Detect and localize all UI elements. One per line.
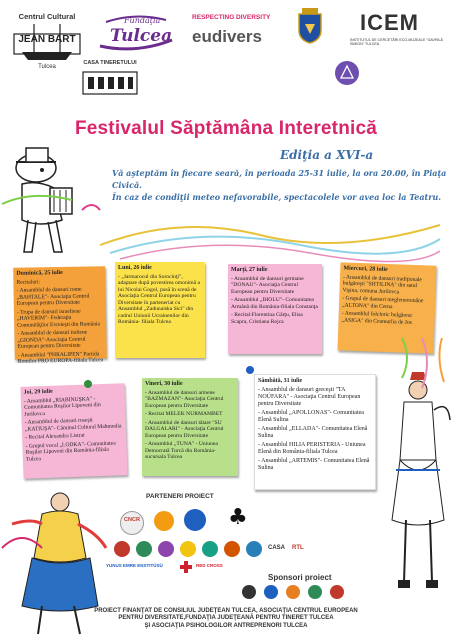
partner-logos bbox=[106, 505, 336, 575]
sponsor-logo-3 bbox=[286, 585, 300, 599]
logo-icem-main: ICEM bbox=[360, 10, 419, 35]
partner-logo-round-6 bbox=[180, 541, 196, 557]
sponsor-logo-2 bbox=[264, 585, 278, 599]
logo-jean-bart-top: Centrul Cultural bbox=[18, 12, 76, 21]
sponsor-logos bbox=[240, 583, 380, 601]
note-day-title: Luni, 26 iulie bbox=[118, 265, 152, 271]
notice-line-2: În caz de condiţii meteo nefavorabile, spectacolele vor avea loc la Teatru. bbox=[112, 192, 442, 202]
logo-fundatia-tulcea bbox=[96, 10, 174, 54]
note-item: - Ansamblul de dansuri ruseşti „KATIUŞA"- Căminul Cultural Mahmudia bbox=[24, 417, 122, 433]
logo-eudivers bbox=[192, 14, 282, 54]
note-day-title: Marţi, 27 iulie bbox=[231, 267, 268, 273]
note-item: - Ansamblul „IHOLU"- Comunitatea Armână din România-filiala Constanţa bbox=[231, 297, 318, 310]
logo-icem-sub: INSTITUTUL DE CERCETĂRI ECO-MUZEALE "GAVRILĂ SIMION" TULCEA bbox=[350, 38, 443, 47]
note-item: - Ansamblul „TUNA" - Uniunea Democrată Turcă din România-sucursala Tulcea bbox=[145, 441, 218, 460]
note-item: - Recital MELEK NURMAMBET bbox=[145, 411, 223, 417]
partner-logo-round-9 bbox=[246, 541, 262, 557]
partner-logo-round-7 bbox=[202, 541, 218, 557]
club-suit-icon: ♣ bbox=[228, 505, 248, 530]
logo-jean-bart-main: JEAN BART bbox=[18, 34, 76, 45]
decorative-swirls bbox=[0, 205, 452, 265]
note-item: - „Jarmarocul din Sorocinţi", adaptare după povestirea omonimă a lui Nicolai Gogol, pusă în scenă de Asociaţia Centrul European pentru Diversitate în parteneriat cu Ansamblul „Zadunaiska Sici" din cadrul Uniunii Ucrainenilor din România- filiala Tulcea bbox=[118, 273, 201, 325]
note-item: - Ansamblul folcloric bulgăresc „ASIGA" din Ceamurlia de Jos bbox=[341, 310, 413, 326]
sponsor-logo-5 bbox=[330, 585, 344, 599]
logo-icem bbox=[350, 10, 446, 58]
note-item: - Ansamblul HILIA PERISTERIA - Uniunea Elenă din România-filiala Tulcea bbox=[258, 442, 366, 455]
partner-logo-redcross-label: RED CROSS bbox=[196, 563, 223, 568]
tulcea-coat-of-arms-icon bbox=[296, 8, 324, 44]
sponsor-logo-4 bbox=[308, 585, 322, 599]
note-item: - Ansamblul de dansuri rome „BAHTALE"- Asociaţia Centrul European pentru Diversitate bbox=[16, 286, 90, 307]
partner-logo-round-2 bbox=[184, 509, 206, 531]
footer-line-3: ŞI ASOCIAŢIA PSIHOLOGILOR ANTREPRENORI TULCEA bbox=[144, 622, 308, 629]
note-item: - Ansamblul de dansuri italiene „GIONDA"-Asociaţia Centrul European pentru Diversitate bbox=[17, 329, 88, 350]
partner-logo-round-4 bbox=[136, 541, 152, 557]
schedule-note-day-2 bbox=[115, 262, 205, 358]
schedule-note-day-7 bbox=[254, 374, 376, 490]
note-item: - Recital Alexandra Listrat bbox=[25, 432, 85, 441]
note-day-title: Vineri, 30 iulie bbox=[145, 381, 183, 387]
logo-eudivers-main: eudivers bbox=[192, 27, 262, 46]
schedule-note-day-1 bbox=[13, 266, 107, 365]
note-item: - Ansamblul de dansuri tradiţionale bulgăreşti "SHTILINA" din satul Vişina, comuna Jurilovca bbox=[342, 273, 423, 295]
partner-logo-casa: CASA bbox=[268, 545, 286, 551]
logo-casa-tineretului bbox=[80, 60, 140, 102]
note-item: - Ansamblul "PHRALIPEN" Partida Romilor PRO EUROPA-filiala Tulcea bbox=[17, 350, 104, 365]
note-item: - Trupa de dansuri israeliene „HAVERIM"- Federaţia Comunităţilor Evreieşti din România bbox=[16, 308, 101, 329]
notice-line-1: Vă aşteptăm în fiecare seară, în perioada 25-31 iulie, la ora 20.00, în Piaţa Civică. bbox=[112, 168, 447, 190]
partner-logo-cncr bbox=[120, 511, 144, 535]
note-item: - Ansamblul „RIABINUŞKA" - Comunitatea Ruşilor Lipoveni din Jurilovca bbox=[23, 395, 101, 418]
note-item: Recitaluri: bbox=[16, 278, 41, 286]
sponsors-label: Sponsori proiect bbox=[268, 573, 332, 582]
partners-label: PARTENERI PROIECT bbox=[146, 493, 214, 500]
note-item: - Ansamblul de dansuri greceşti "TA NOÚFARA" - Asociaţia Centrul European pentru Diversitate bbox=[258, 387, 361, 407]
logo-jean-bart-sub: Tulcea bbox=[38, 64, 56, 70]
schedule-note-day-3 bbox=[228, 264, 322, 354]
logo-fundatia-main: Tulcea bbox=[110, 26, 173, 46]
logo-casa-top: CASA TINERETULUI bbox=[83, 60, 137, 66]
footer-line-1: PROIECT FINANŢAT DE CONSILIUL JUDEŢEAN TULCEA, ASOCIAŢIA CENTRUL EUROPEAN bbox=[94, 608, 358, 614]
schedule-note-day-6 bbox=[142, 378, 238, 476]
partner-logo-round-5 bbox=[158, 541, 174, 557]
note-day-title: Duminică, 25 iulie bbox=[16, 269, 63, 277]
logo-psychologists bbox=[334, 60, 360, 86]
folk-dancer-right-illustration bbox=[382, 370, 452, 606]
sponsor-logo-1 bbox=[242, 585, 256, 599]
note-item: - Ansamblul „APOLLONAS"- Comunitatea Elenă Sulina bbox=[258, 410, 364, 423]
note-item: - Grupul vocal „LODKA"- Comunitatea Ruşilor Lipoveni din România-filiala Tulcea bbox=[25, 440, 116, 463]
partner-logo-round-1 bbox=[154, 511, 174, 531]
partner-logo-cncr-label: CNCR bbox=[124, 517, 140, 523]
note-item: - Ansamblul de dansuri armene "BAZMAZAN"- Asociaţia Centrul European pentru Diversitate bbox=[145, 389, 224, 409]
building-icon bbox=[80, 68, 140, 102]
note-item: - Ansamblul de dansuri germane "DONAU"- Asociaţia Centrul European pentru Diversitate bbox=[231, 275, 304, 295]
notice-block bbox=[112, 167, 447, 203]
footer-line-2: PENTRU DIVERSITATE,FUNDAŢIA JUDEŢEANĂ PENTRU TINERET TULCEA bbox=[118, 615, 334, 622]
note-day-title: Joi, 29 iulie bbox=[23, 388, 53, 396]
note-item: - Grupul de dansuri meglenoromâne „ALTONA" din Cerna bbox=[341, 295, 424, 310]
pushpin-icon bbox=[246, 366, 254, 374]
hanging-ribbons-decoration bbox=[392, 338, 452, 398]
page-title: Festivalul Săptămâna Interetnică bbox=[74, 118, 378, 139]
note-day-title: Sâmbătă, 31 iulie bbox=[258, 378, 303, 384]
note-item: - Ansamblul de dansuri tătare "SU DALGALARI" - Asociaţia Centrul European pentru Diversitate bbox=[145, 419, 224, 439]
note-item: - Ansamblul „ARTEMIS"- Comunitatea Elenă Sulina bbox=[258, 458, 370, 471]
schedule-note-day-5 bbox=[20, 383, 127, 479]
partner-logo-rtl: RTL bbox=[292, 545, 304, 551]
logo-eudivers-top: RESPECTING DIVERSITY bbox=[192, 14, 271, 21]
red-cross-icon bbox=[180, 561, 192, 573]
funding-footer bbox=[60, 608, 392, 630]
partner-logo-round-3 bbox=[114, 541, 130, 557]
logo-jean-bart bbox=[8, 12, 86, 74]
note-day-title: Miercuri, 28 iulie bbox=[343, 265, 388, 274]
edition-label: Ediţia a XVI-a bbox=[280, 148, 374, 162]
pushpin-icon bbox=[84, 380, 92, 388]
note-item: - Recital:Florentina Gârţu, Elisa Scapra, Cristiana Rojca bbox=[231, 312, 303, 325]
note-item: - Ansamblul „ELLADA"- Comunitatea Elenă Sulina bbox=[258, 426, 368, 439]
logo-fundatia-top: Fundaţia bbox=[124, 16, 161, 25]
partner-logo-yunus: YUNUS EMRE ENSTITÜSÜ bbox=[106, 563, 163, 568]
partner-logo-round-8 bbox=[224, 541, 240, 557]
